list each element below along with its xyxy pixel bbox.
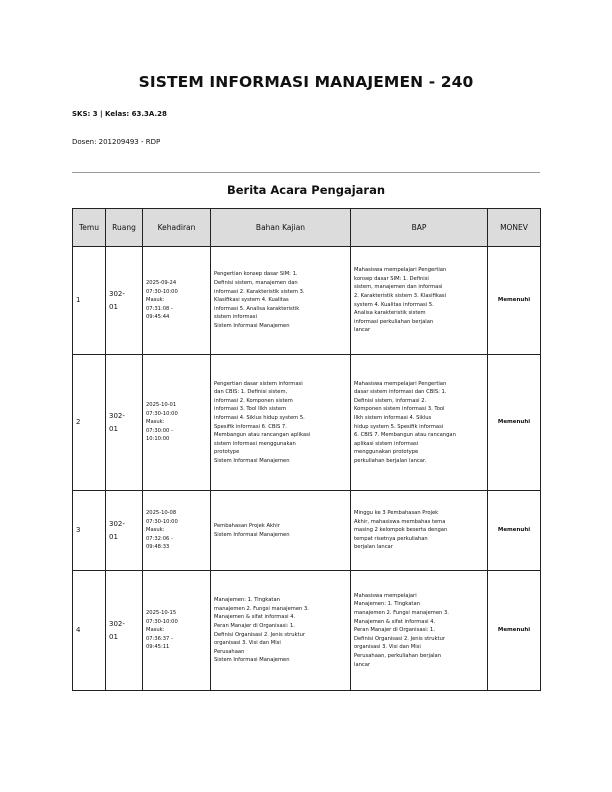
bap-line: informasi perkuliahan berjalan (354, 318, 434, 325)
ruang-line: 302- (109, 289, 125, 298)
bahan-line: manajemen 2. Fungsi manajemen 3. (214, 605, 309, 612)
bahan-line: dan CBIS: 1. Definisi sistem, (214, 389, 288, 396)
bap-line: lancar (354, 661, 371, 668)
header-bap: BAP (351, 209, 488, 247)
kehadiran-line: 2025-10-15 (146, 610, 177, 617)
cell-bap (351, 355, 488, 491)
bap-line: 6. CBIS 7. Membangun atau rancangan (354, 432, 456, 439)
cell-monev: Memenuhi (488, 355, 541, 491)
bap-line: Mahasiswa mempelajari Pengertian (354, 380, 447, 387)
cell-bahan-kajian (211, 571, 351, 691)
bap-line: masing 2 kelompok beserta dengan (354, 527, 448, 534)
bap-line: Mahasiswa mempelajari (354, 592, 417, 599)
header-temu: Temu (73, 209, 106, 247)
bap-line: perkuliahan berjalan lancar. (354, 457, 427, 464)
kehadiran-line: 07:30-10:00 (146, 518, 178, 525)
kehadiran-line: 10:10:00 (146, 436, 170, 443)
bap-line: Analisa karakteristik sistem (354, 310, 426, 317)
cell-temu: 1 (73, 247, 106, 355)
bahan-line: informasi 2. Karakteristik sistem 3. (214, 288, 305, 295)
cell-temu: 3 (73, 491, 106, 571)
bap-line: Akhir, mahasiswa membahas tema (354, 518, 446, 525)
bahan-line: Spesifik informasi 6. CBIS 7. (214, 423, 287, 430)
bap-line: berjalan lancar (354, 544, 393, 551)
bahan-line: Sistem Informasi Manajemen (214, 657, 290, 664)
bap-line: organisasi 3. Visi dan Misi (354, 644, 421, 651)
bap-line: sistem, manajemen dan informasi (354, 284, 443, 291)
header-kehadiran: Kehadiran (143, 209, 211, 247)
header-bahan-kajian: Bahan Kajian (211, 209, 351, 247)
bap-line: 2. Karakteristik sistem 3. Klasifikasi (354, 292, 447, 299)
bahan-line: informasi 2. Komponen sistem (214, 397, 293, 404)
bahan-line: Pengertian konsep dasar SIM: 1. (214, 271, 298, 278)
sks-kelas-line: SKS: 3 | Kelas: 63.3A.28 (72, 110, 167, 118)
berita-acara-table (72, 208, 541, 691)
table-body (73, 247, 541, 691)
cell-bahan-kajian (211, 247, 351, 355)
cell-monev: Memenuhi (488, 571, 541, 691)
cell-ruang (106, 355, 143, 491)
bahan-line: Membangun atau rancangan aplikasi (214, 432, 311, 439)
cell-monev: Memenuhi (488, 247, 541, 355)
bap-line: Peran Manajer di Organisasi: 1. (354, 627, 435, 634)
bahan-line: Pengertian dasar sistem informasi (214, 380, 303, 387)
document-title: SISTEM INFORMASI MANAJEMEN - 240 (138, 73, 474, 91)
cell-temu: 2 (73, 355, 106, 491)
cell-ruang (106, 247, 143, 355)
bahan-line: informasi 5. Analisa karakteristik (214, 305, 300, 312)
kehadiran-line: 07:30-10:00 (146, 288, 178, 295)
bahan-line: informasi 4. Siklus hidup system 5. (214, 414, 305, 421)
kehadiran-line: 09:45:11 (146, 644, 170, 651)
bap-line: Komponen sistem informasi 3. Tool (354, 406, 445, 413)
kehadiran-line: 07:32:06 - (146, 535, 173, 542)
kehadiran-line: Masuk: (146, 419, 165, 426)
bap-line: hidup system 5. Spesifik informasi (354, 423, 444, 430)
bahan-line: Manajemen & sifat informasi 4. (214, 614, 296, 621)
cell-bahan-kajian (211, 355, 351, 491)
bahan-line: Klasifikasi system 4. Kualitas (214, 297, 289, 304)
table-row (73, 491, 541, 571)
kehadiran-line: 07:30-10:00 (146, 410, 178, 417)
bahan-line: Sistem Informasi Manajemen (214, 457, 290, 464)
bap-line: system 4. Kualitas informasi 5. (354, 301, 434, 308)
ruang-line: 302- (109, 519, 125, 528)
kehadiran-line: 2025-09-24 (146, 280, 177, 287)
bahan-line: prototype (214, 449, 240, 456)
kehadiran-line: 2025-10-01 (146, 402, 177, 409)
kehadiran-line: 09:45:44 (146, 314, 170, 321)
cell-kehadiran (143, 355, 211, 491)
cell-bap (351, 491, 488, 571)
kehadiran-line: 2025-10-08 (146, 510, 177, 517)
ruang-line: 01 (109, 302, 118, 311)
cell-bap (351, 247, 488, 355)
kehadiran-line: 07:30:00 - (146, 427, 173, 434)
bap-line: Ilkh sistem informasi 4. Siklus (354, 414, 432, 421)
cell-kehadiran (143, 247, 211, 355)
bap-line: Mahasiswa mempelajari Pengertian (354, 267, 447, 274)
cell-kehadiran (143, 491, 211, 571)
bahan-line: organisasi 3. Visi dan Misi (214, 640, 281, 647)
bahan-line: Peran Manajer di Organisasi: 1. (214, 622, 295, 629)
bahan-line: informasi 3. Tool Ilkh sistem (214, 406, 287, 413)
bahan-line: Pembahasan Projek Akhir (214, 522, 280, 529)
kehadiran-line: Masuk: (146, 527, 165, 534)
bap-line: Perusahaan, perkuliahan berjalan (354, 652, 442, 659)
bap-line: dasar sistem informasi dan CBIS: 1. (354, 389, 447, 396)
cell-monev: Memenuhi (488, 491, 541, 571)
bahan-line: Definisi Organisasi 2. Jenis struktur (214, 631, 305, 638)
section-title: Berita Acara Pengajaran (226, 183, 386, 197)
cell-ruang (106, 571, 143, 691)
kehadiran-line: 07:30-10:00 (146, 618, 178, 625)
bahan-line: Perusahaan (214, 648, 245, 655)
bap-line: Manajemen: 1. Tingkatan (354, 601, 420, 608)
kehadiran-line: Masuk: (146, 627, 165, 634)
kehadiran-line: 07:31:08 - (146, 305, 173, 312)
bap-line: manajemen 2. Fungsi manajemen 3. (354, 610, 449, 617)
table-header-row (73, 209, 541, 247)
cell-bahan-kajian (211, 491, 351, 571)
cell-ruang (106, 491, 143, 571)
bap-line: konsep dasar SIM: 1. Definisi (354, 275, 429, 282)
cell-bap (351, 571, 488, 691)
bap-line: aplikasi sistem informasi (354, 440, 419, 447)
kehadiran-line: 09:48:33 (146, 544, 170, 551)
ruang-line: 01 (109, 532, 118, 541)
ruang-line: 01 (109, 632, 118, 641)
bap-line: menggunakan prototype (354, 449, 419, 456)
bap-line: lancar (354, 327, 371, 334)
bap-line: Definisi sistem, informasi 2. (354, 397, 427, 404)
bap-line: Manajemen & sifat informasi 4. (354, 618, 436, 625)
header-ruang: Ruang (106, 209, 143, 247)
bahan-line: Definisi sistem, manajemen dan (214, 280, 298, 287)
bahan-line: sistem informasi (214, 314, 257, 321)
cell-kehadiran (143, 571, 211, 691)
bap-line: Minggu ke 3 Pembahasan Projek (354, 510, 439, 517)
ruang-line: 302- (109, 411, 125, 420)
bahan-line: Manajemen: 1. Tingkatan (214, 597, 280, 604)
table-row (73, 355, 541, 491)
divider (72, 172, 540, 173)
dosen-line: Dosen: 201209493 - RDP (72, 138, 161, 146)
ruang-line: 302- (109, 619, 125, 628)
bahan-line: Sistem Informasi Manajemen (214, 322, 290, 329)
header-monev: MONEV (488, 209, 541, 247)
bahan-line: sistem informasi menggunakan (214, 440, 296, 447)
ruang-line: 01 (109, 424, 118, 433)
kehadiran-line: Masuk: (146, 297, 165, 304)
bahan-line: Sistem Informasi Manajemen (214, 531, 290, 538)
bap-line: tempat risetnya perkuliahan (354, 535, 428, 542)
table-row (73, 247, 541, 355)
table-row (73, 571, 541, 691)
kehadiran-line: 07:36:37 - (146, 635, 173, 642)
bap-line: Definisi Organisasi 2. Jenis struktur (354, 635, 445, 642)
cell-temu: 4 (73, 571, 106, 691)
